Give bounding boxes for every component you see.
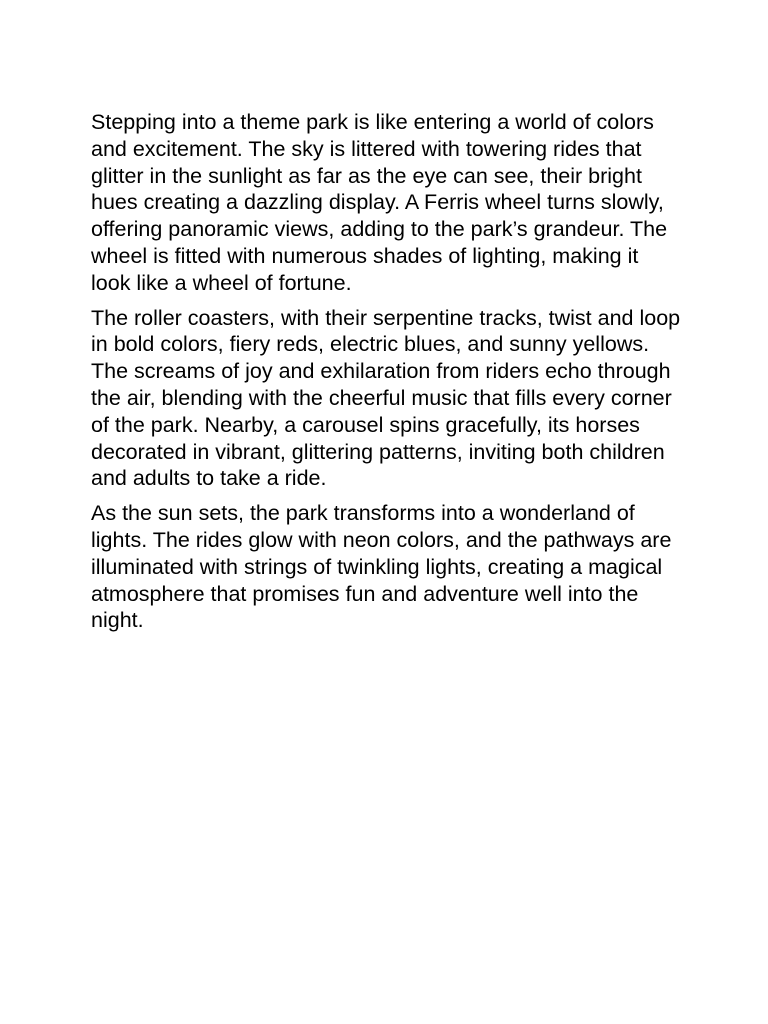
paragraph-2: The roller coasters, with their serpentine tracks, twist and loop in bold colors, fiery reds, electric blues, and sunny yellows. The screams of joy and exhilaration from riders echo through the air, blending with the cheerful music that fills every corner of the park. Nearby, a carousel spins gracefully, its horses decorated in vibrant, glittering patterns, inviting both children and adults to take a ride. (91, 305, 681, 491)
paragraph-3: As the sun sets, the park transforms into a wonderland of lights. The rides glow with neon colors, and the pathways are illuminated with strings of twinkling lights, creating a magical atmosphere that promises fun and adventure well into the night. (91, 501, 672, 633)
document-body (91, 109, 681, 642)
paragraph-1: Stepping into a theme park is like entering a world of colors and excitement. The sky is littered with towering rides that glitter in the sunlight as far as the eye can see, their bright hues creating a dazzling display. A Ferris wheel turns slowly, offering panoramic views, adding to the park’s grandeur. The wheel is fitted with numerous shades of lighting, making it look like a wheel of fortune. (91, 110, 668, 295)
